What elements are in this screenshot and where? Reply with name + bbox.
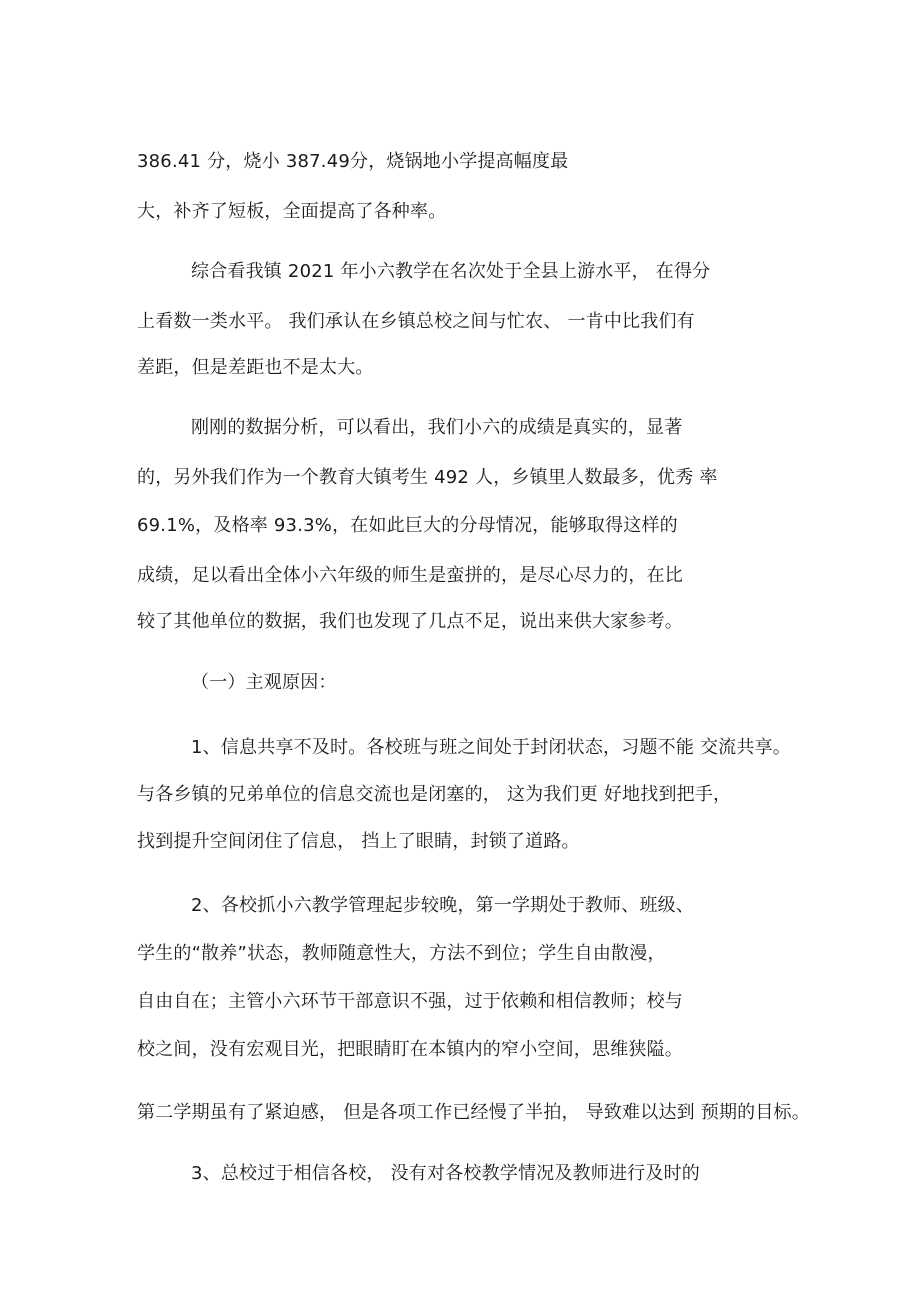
text-line-5: 差距，但是差距也不是太大。 [137,357,374,378]
text-line-16: 学生的“散养”状态，教师随意性大，方法不到位；学生自由散漫， [137,943,666,964]
text-line-10: 较了其他单位的数据，我们也发现了几点不足，说出来供大家参考。 [137,611,683,632]
section-heading: （一）主观原因： [191,672,337,693]
text-line-14: 找到提升空间闭住了信息， 挡上了眼睛，封锁了道路。 [137,831,580,852]
text-line-6: 刚刚的数据分析，可以看出，我们小六的成绩是真实的，显著 [191,417,683,438]
text-line-7: 的，另外我们作为一个教育大镇考生 492 人，乡镇里人数最多，优秀 率 [137,467,718,488]
text-line-9: 成绩，足以看出全体小六年级的师生是蛮拼的，是尽心尽力的，在比 [137,565,683,586]
text-line-17: 自由自在；主管小六环节干部意识不强，过于依赖和相信教师；校与 [137,991,683,1012]
text-line-2: 大，补齐了短板，全面提高了各种率。 [137,201,447,222]
text-line-1: 386.41 分，烧小 387.49分，烧锅地小学提高幅度最 [137,151,569,172]
text-line-18: 校之间，没有宏观目光，把眼睛盯在本镇内的窄小空间，思维狭隘。 [137,1039,683,1060]
text-line-15: 2、各校抓小六教学管理起步较晚，第一学期处于教师、班级、 [191,895,695,916]
text-line-4: 上看数一类水平。 我们承认在乡镇总校之间与忙农、 一肯中比我们有 [137,311,695,332]
text-line-19: 第二学期虽有了紧迫感， 但是各项工作已经慢了半拍， 导致难以达到 预期的目标。 [137,1102,810,1123]
text-line-20: 3、总校过于相信各校， 没有对各校教学情况及教师进行及时的 [191,1163,700,1184]
text-line-3: 综合看我镇 2021 年小六教学在名次处于全县上游水平， 在得分 [191,261,711,282]
text-line-13: 与各乡镇的兄弟单位的信息交流也是闭塞的， 这为我们更 好地找到把手， [137,784,732,805]
text-line-12: 1、信息共享不及时。各校班与班之间处于封闭状态，习题不能 交流共享。 [191,737,791,758]
text-line-8: 69.1%，及格率 93.3%，在如此巨大的分母情况，能够取得这样的 [137,515,678,536]
